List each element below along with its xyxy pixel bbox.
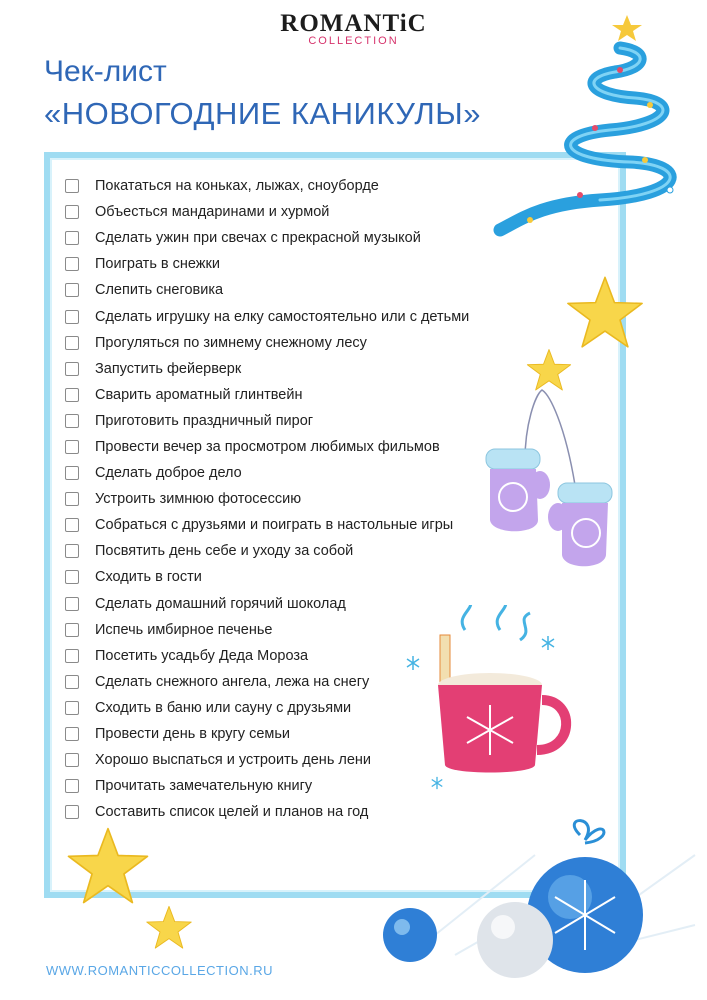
checkbox[interactable] xyxy=(65,310,79,324)
checklist-item-label: Запустить фейерверк xyxy=(95,360,242,377)
star-icon xyxy=(66,826,150,906)
checklist-item-label: Сделать домашний горячий шоколад xyxy=(95,595,346,612)
checklist-item xyxy=(65,564,469,590)
checklist-item xyxy=(65,330,469,356)
checkbox[interactable] xyxy=(65,492,79,506)
checklist-item-label: Сходить в гости xyxy=(95,569,202,586)
checkbox[interactable] xyxy=(65,283,79,297)
page-title-line2: «НОВОГОДНИЕ КАНИКУЛЫ» xyxy=(44,96,481,131)
checklist-item xyxy=(65,408,469,434)
checklist-item xyxy=(65,434,469,460)
checkbox[interactable] xyxy=(65,649,79,663)
checklist-item-label: Хорошо выспаться и устроить день лени xyxy=(95,752,372,769)
checklist-item xyxy=(65,173,469,199)
checklist-item-label: Сделать игрушку на елку самостоятельно или с детьми xyxy=(95,308,470,325)
checkbox[interactable] xyxy=(65,440,79,454)
checkbox[interactable] xyxy=(65,205,79,219)
checkbox[interactable] xyxy=(65,675,79,689)
checklist-item-label: Провести вечер за просмотром любимых фильмов xyxy=(95,438,440,455)
checkbox[interactable] xyxy=(65,257,79,271)
checklist-item-label: Прогуляться по зимнему снежному лесу xyxy=(95,334,367,351)
checklist-item xyxy=(65,251,469,277)
checklist-item-label: Составить список целей и планов на год xyxy=(95,804,369,821)
brand-name: ROMANTiC xyxy=(280,10,427,37)
checklist-item-label: Покататься на коньках, лыжах, сноуборде xyxy=(95,178,379,195)
hot-chocolate-mug-icon xyxy=(405,605,580,795)
checklist-item-label: Слепить снеговика xyxy=(95,282,224,299)
checkbox[interactable] xyxy=(65,336,79,350)
checklist-item-label: Приготовить праздничный пирог xyxy=(95,412,314,429)
checkbox[interactable] xyxy=(65,362,79,376)
checkbox[interactable] xyxy=(65,727,79,741)
page-title-line1: Чек-лист xyxy=(44,55,167,88)
christmas-ornaments-icon xyxy=(375,815,700,1000)
checkbox[interactable] xyxy=(65,805,79,819)
snowflake-icon xyxy=(430,776,444,790)
checkbox[interactable] xyxy=(65,779,79,793)
checkbox[interactable] xyxy=(65,231,79,245)
checklist-item-label: Устроить зимнюю фотосессию xyxy=(95,491,302,508)
snowflake-icon xyxy=(540,635,556,651)
checkbox[interactable] xyxy=(65,388,79,402)
christmas-tree-icon xyxy=(470,10,700,240)
checklist-item-label: Сходить в баню или сауну с друзьями xyxy=(95,699,352,716)
checklist-item-label: Сделать ужин при свечах с прекрасной музыкой xyxy=(95,230,421,247)
checklist-item xyxy=(65,538,469,564)
brand-subtitle: COLLECTION xyxy=(308,35,399,47)
snowflake-icon xyxy=(405,655,421,671)
checklist-item-label: Прочитать замечательную книгу xyxy=(95,778,313,795)
checklist-item-label: Объесться мандаринами и хурмой xyxy=(95,204,330,221)
star-icon xyxy=(145,905,193,950)
checkbox[interactable] xyxy=(65,701,79,715)
checkbox[interactable] xyxy=(65,414,79,428)
checklist-item xyxy=(65,199,469,225)
checkbox[interactable] xyxy=(65,466,79,480)
checkbox[interactable] xyxy=(65,179,79,193)
checklist-item-label: Посвятить день себе и уходу за собой xyxy=(95,543,354,560)
checklist-item xyxy=(65,277,469,303)
checklist-item-label: Посетить усадьбу Деда Мороза xyxy=(95,647,309,664)
website-link[interactable]: WWW.ROMANTICCOLLECTION.RU xyxy=(46,963,273,978)
checkbox[interactable] xyxy=(65,544,79,558)
checkbox[interactable] xyxy=(65,623,79,637)
checkbox[interactable] xyxy=(65,518,79,532)
checklist-item xyxy=(65,382,469,408)
checklist-item-label: Сварить ароматный глинтвейн xyxy=(95,386,303,403)
mittens-icon xyxy=(480,385,620,575)
checklist-item xyxy=(65,225,469,251)
checklist-item-label: Собраться с друзьями и поиграть в настольные игры xyxy=(95,517,454,534)
checklist-item xyxy=(65,486,469,512)
star-icon xyxy=(565,275,645,350)
checkbox[interactable] xyxy=(65,597,79,611)
checklist-item-label: Сделать снежного ангела, лежа на снегу xyxy=(95,673,370,690)
checklist-item xyxy=(65,303,469,329)
checklist-item xyxy=(65,460,469,486)
checkbox[interactable] xyxy=(65,753,79,767)
checklist-item xyxy=(65,356,469,382)
checklist-item-label: Поиграть в снежки xyxy=(95,256,220,273)
checklist-item-label: Провести день в кругу семьи xyxy=(95,726,291,743)
checklist-item-label: Испечь имбирное печенье xyxy=(95,621,273,638)
checklist-item-label: Сделать доброе дело xyxy=(95,465,242,482)
checklist-item xyxy=(65,512,469,538)
checkbox[interactable] xyxy=(65,570,79,584)
